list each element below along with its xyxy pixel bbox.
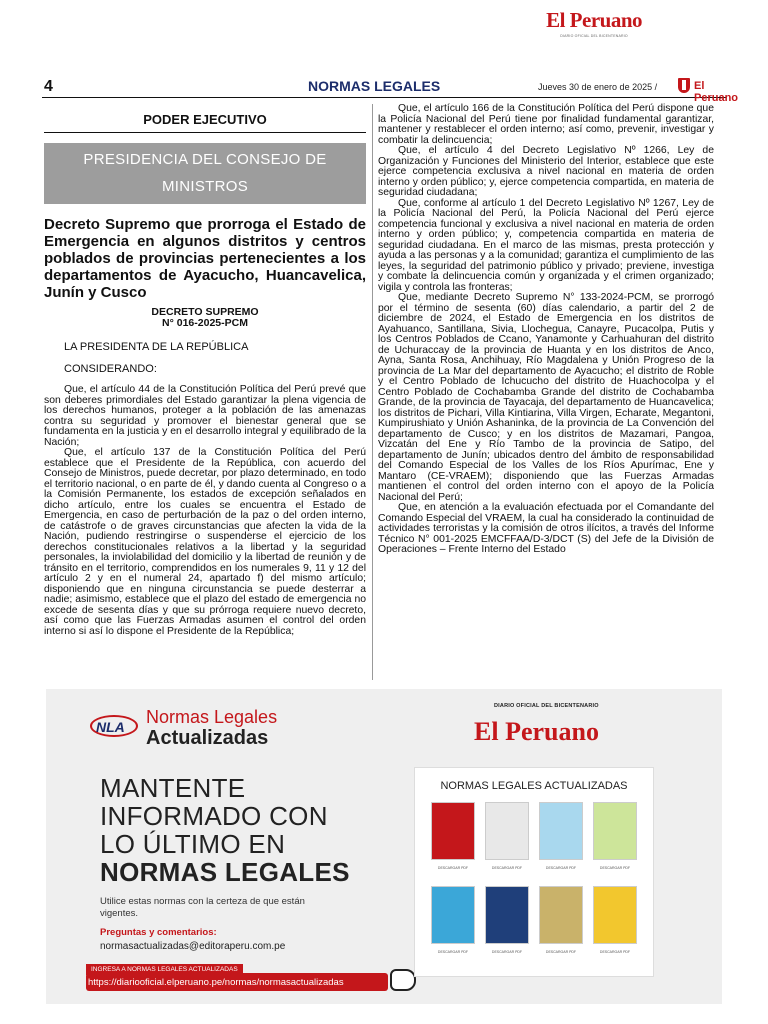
url-link[interactable]: https://diariooficial.elperuano.pe/normas/normasactualizadas <box>88 977 344 988</box>
cover-download-label: DESCARGAR PDF <box>599 866 631 870</box>
covers-card-title: NORMAS LEGALES ACTUALIZADAS <box>440 780 628 792</box>
headline-line: MANTENTE <box>100 773 246 803</box>
paragraph: Que, en atención a la evaluación efectuada por el Comandante del Comando Especial del VRAEM, la cual ha considerado la continuidad de actividades terroristas y la comisión de otros ilícitos, a través del Informe Técnico N° 001-2025 EMCFFAA/D-3/DCT (S) del Jefe de la División de Operaciones – Frente Interno del Estado <box>378 502 714 555</box>
paragraph: Que, el artículo 166 de la Constitución Política del Perú dispone que la Policía Nacional del Perú tiene por finalidad fundamental garantizar, mantener y restablecer el orden interno; así como, prevenir, investigar y combatir la delincuencia; <box>378 103 714 146</box>
cover-download-label: DESCARGAR PDF <box>437 950 469 954</box>
page-header <box>42 76 739 104</box>
publication-cover[interactable] <box>593 886 637 954</box>
branch-heading: PODER EJECUTIVO <box>44 112 366 133</box>
coat-of-arms-icon <box>678 78 690 93</box>
cover-download-label: DESCARGAR PDF <box>545 950 577 954</box>
publication-cover[interactable] <box>431 802 475 870</box>
salutation: LA PRESIDENTA DE LA REPÚBLICA <box>64 341 249 353</box>
publication-cover[interactable] <box>593 802 637 870</box>
publication-cover[interactable] <box>539 802 583 870</box>
diario-label: DIARIO OFICIAL DEL BICENTENARIO <box>494 703 599 709</box>
nla-logo-icon <box>90 713 138 741</box>
logo-letters: NLA <box>96 719 125 735</box>
left-column <box>44 104 366 637</box>
cover-download-label: DESCARGAR PDF <box>599 950 631 954</box>
masthead-logo <box>546 8 642 38</box>
advertisement <box>46 689 722 1004</box>
paragraph: Que, mediante Decreto Supremo N° 133-2024-PCM, se prorrogó por el término de sesenta (60) días calendario, a partir del 2 de diciembre de 2024, el Estado de Emergencia en los distritos de Ayahuanco, Santillana, Sivia, Llochegua, Canayre, Pucacolpa, Putis y los Centros Poblados de Ccano, Yanamonte y Carhuahuran del distrito de Uchuraccay de la provincia de Huanta y en los distritos de Anco, Ayna, Santa Rosa, Anchihuay, Río Magdalena y Unión Progreso de la provincia de La Mar del departamento de Ayacucho; el distrito de Roble y el Centro Poblado de Ichucucho del distrito de Huachocolpa y el Centro Poblado de Cochabamba Grande del distrito de Cochabamba Grande, de la provincia de Tayacaja, del departamento de Huancavelica; los distritos de Pichari, Villa Kintiarina, Villa Virgen, Echarate, Megantoni, Kumpirushiato y Unión Ashaninka, de la provincia de La Convención del departamento de Cusco; y en los distritos de Mazamari, Pangoa, Vizcatán del Ene y Río Tambo de la provincia de Satipo, del departamento de Junín; ubicados dentro del ámbito de responsabilidad del Comando Especial de los Valles de los Ríos Apurímac, Ene y Mantaro (CE-VRAEM); disponiendo que las Fuerzas Armadas mantienen el control del orden interno con el apoyo de la Policía Nacional del Perú; <box>378 292 714 503</box>
page-number: 4 <box>44 78 53 95</box>
cover-download-label: DESCARGAR PDF <box>491 950 523 954</box>
paragraph: Que, conforme al artículo 1 del Decreto Legislativo Nº 1267, Ley de la Policía Nacional del Perú, la Policía Nacional del Perú ejerce competencia funcional y exclusiva a nivel nacional en materia de orden interno y orden público; y, competencia compartida en materia de seguridad ciudadana. En el marco de las mismas, presta protección y ayuda a las personas y a la comunidad; garantiza el cumplimiento de las leyes, la seguridad del patrimonio público y privado; previene, investiga y combate la delincuencia común y organizada y el crimen organizado; vigila y controla las fronteras; <box>378 197 714 293</box>
section-title: NORMAS LEGALES <box>308 78 441 94</box>
headline-line: NORMAS LEGALES <box>100 857 350 887</box>
headline-line: INFORMADO CON <box>100 801 328 831</box>
publication-cover[interactable] <box>431 886 475 954</box>
publication-cover[interactable] <box>485 802 529 870</box>
contact-label: Preguntas y comentarios: <box>100 927 217 938</box>
url-label: INGRESA A NORMAS LEGALES ACTUALIZADAS <box>86 964 243 975</box>
decree-title: Decreto Supremo que prorroga el Estado de Emergencia en algunos distritos y centros poblados de provincias pertenecientes a los departamentos de Ayacucho, Huancavelica, Junín y Cusco <box>44 216 366 301</box>
publication-cover[interactable] <box>539 886 583 954</box>
cover-download-label: DESCARGAR PDF <box>545 866 577 870</box>
right-column <box>378 104 714 556</box>
column-divider <box>372 104 373 680</box>
paragraph: Que, el artículo 137 de la Constitución Política del Perú establece que el Presidente de la República, con acuerdo del Consejo de Ministros, puede decretar, por plazo determinado, en todo el territorio nacional, o en parte de él, y dando cuenta al Congreso o a la Comisión Permanente, los estados de excepción señalados en dicho artículo, entre los cuales se encuentra el Estado de Emergencia, en caso de perturbación de la paz o del orden interno, de catástrofe o de graves circunstancias que afecten la vida de la Nación, pudiendo restringirse o suspenderse el ejercicio de los derechos constitucionales relativos a la libertad y la seguridad personales, la inviolabilidad del domicilio y la libertad de reunión y de tránsito en el territorio, comprendidos en los numerales 9, 11 y 12 del artículo 2 y en el numeral 24, apartado f) del mismo artículo; disponiendo que en ninguna circunstancia se puede desterrar a nadie; asimismo, establece que el plazo del estado de emergencia no excede de sesenta días y que su prórroga requiere nuevo decreto, así como que las Fuerzas Armadas asumen el control del orden interno si así lo dispone el Presidente de la República; <box>44 447 366 637</box>
left-body <box>44 385 366 637</box>
header-brand: El Peruano <box>694 80 739 104</box>
pointer-hand-icon <box>390 969 416 991</box>
covers-card <box>414 767 654 977</box>
ministry-banner: PRESIDENCIA DEL CONSEJO DE MINISTROS <box>44 143 366 204</box>
ad-title-line1: Normas Legales <box>146 707 278 727</box>
ad-title-line2: Actualizadas <box>146 727 269 749</box>
paragraph: Que, el artículo 4 del Decreto Legislativo Nº 1266, Ley de Organización y Funciones del Ministerio del Interior, establece que este ejerce competencia exclusiva a nivel nacional en materia de orden interno y orden público; y, ejerce competencia compartida, en materia de seguridad ciudadana; <box>378 145 714 198</box>
ad-brand: El Peruano <box>474 717 599 746</box>
cover-download-label: DESCARGAR PDF <box>491 866 523 870</box>
considering-heading: CONSIDERANDO: <box>64 363 157 375</box>
paragraph: Que, el artículo 44 de la Constitución Política del Perú prevé que son deberes primordiales del Estado garantizar la plena vigencia de los derechos humanos, proteger a la población de las amenazas contra su seguridad y promover el bienestar general que se fundamenta en la justicia y en el desarrollo integral y equilibrado de la Nación; <box>44 384 366 448</box>
ad-headline <box>100 774 350 886</box>
decree-label: DECRETO SUPREMO <box>151 306 259 318</box>
issue-date: Jueves 30 de enero de 2025 / <box>538 82 658 92</box>
decree-heading <box>44 307 366 329</box>
masthead-brand: El Peruano <box>546 8 642 32</box>
cover-download-label: DESCARGAR PDF <box>437 866 469 870</box>
headline-line: LO ÚLTIMO EN <box>100 829 286 859</box>
decree-number: N° 016-2025-PCM <box>162 317 248 329</box>
contact-email-link[interactable]: normasactualizadas@editoraperu.com.pe <box>100 941 286 952</box>
ad-subtitle: Utilice estas normas con la certeza de que están vigentes. <box>100 896 305 919</box>
publication-cover[interactable] <box>485 886 529 954</box>
masthead-tagline: DIARIO OFICIAL DEL BICENTENARIO <box>560 34 628 38</box>
